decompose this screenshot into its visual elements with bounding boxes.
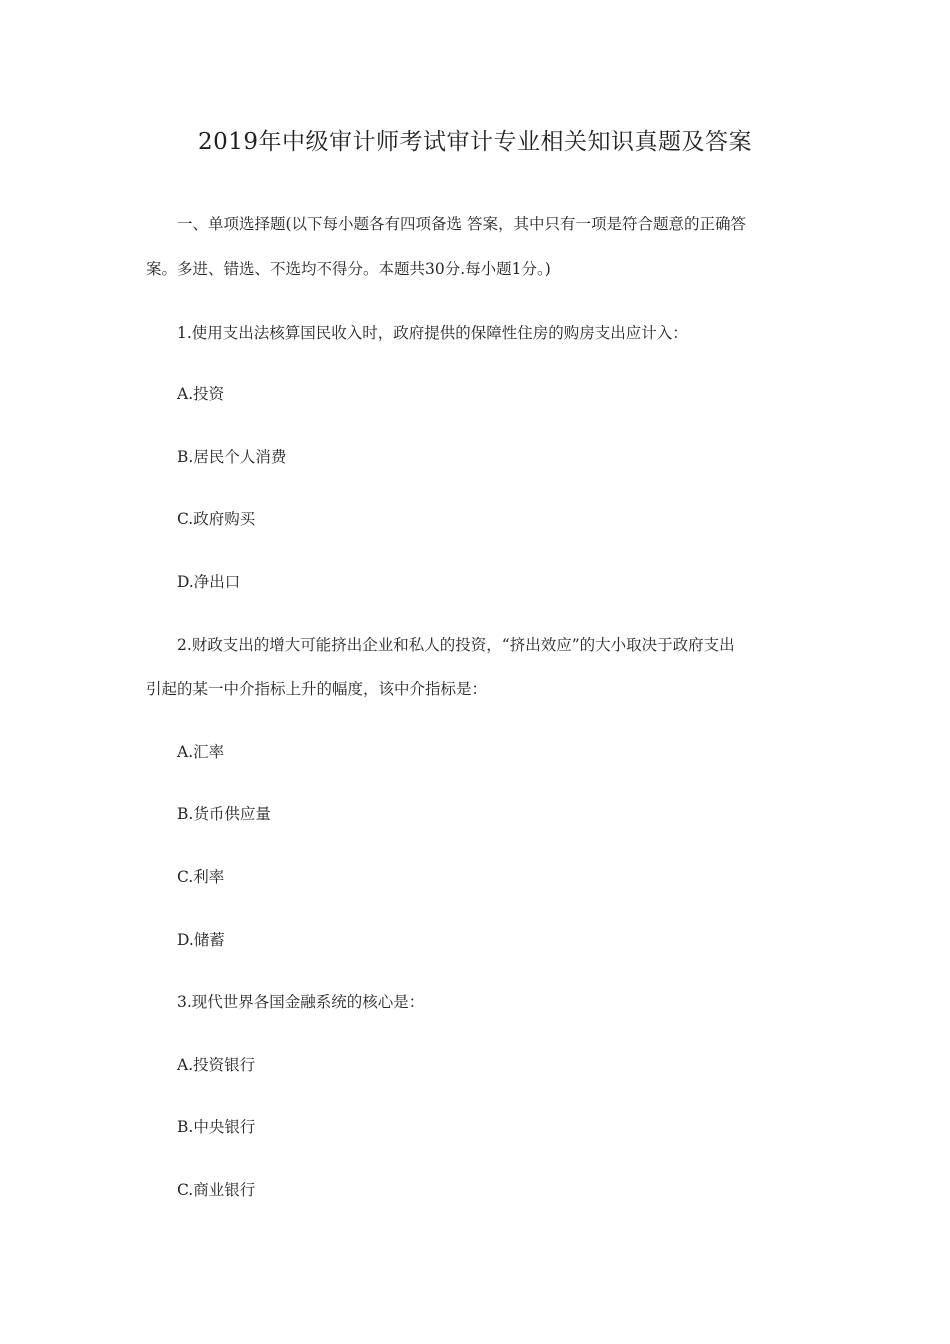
document-title: 2019年中级审计师考试审计专业相关知识真题及答案 <box>197 129 753 155</box>
question-2-stem-line-1: 2.财政支出的增大可能挤出企业和私人的投资，“挤出效应”的大小取决于政府支出 <box>177 636 735 654</box>
question-3-stem: 3.现代世界各国金融系统的核心是： <box>177 993 425 1011</box>
question-2-option-b: B.货币供应量 <box>177 805 271 823</box>
section-heading-line-2: 案。多进、错选、不选均不得分。本题共30分.每小题1分。) <box>146 260 551 278</box>
question-2-option-c: C.利率 <box>177 868 225 886</box>
question-3-option-a: A.投资银行 <box>177 1056 256 1074</box>
question-3-option-b: B.中央银行 <box>177 1118 256 1136</box>
question-1-stem: 1.使用支出法核算国民收入时，政府提供的保障性住房的购房支出应计入： <box>177 324 688 342</box>
question-2-option-d: D.储蓄 <box>177 931 225 949</box>
question-1-option-b: B.居民个人消费 <box>177 448 287 466</box>
question-2-option-a: A.汇率 <box>177 743 225 761</box>
question-1-option-a: A.投资 <box>177 385 225 403</box>
question-1-option-d: D.净出口 <box>177 573 241 591</box>
question-1-option-c: C.政府购买 <box>177 510 256 528</box>
question-2-stem-line-2: 引起的某一中介指标上升的幅度，该中介指标是： <box>146 680 488 698</box>
question-3-option-c: C.商业银行 <box>177 1181 256 1199</box>
section-heading-line-1: 一、单项选择题(以下每小题各有四项备选 答案，其中只有一项是符合题意的正确答 <box>177 215 746 233</box>
